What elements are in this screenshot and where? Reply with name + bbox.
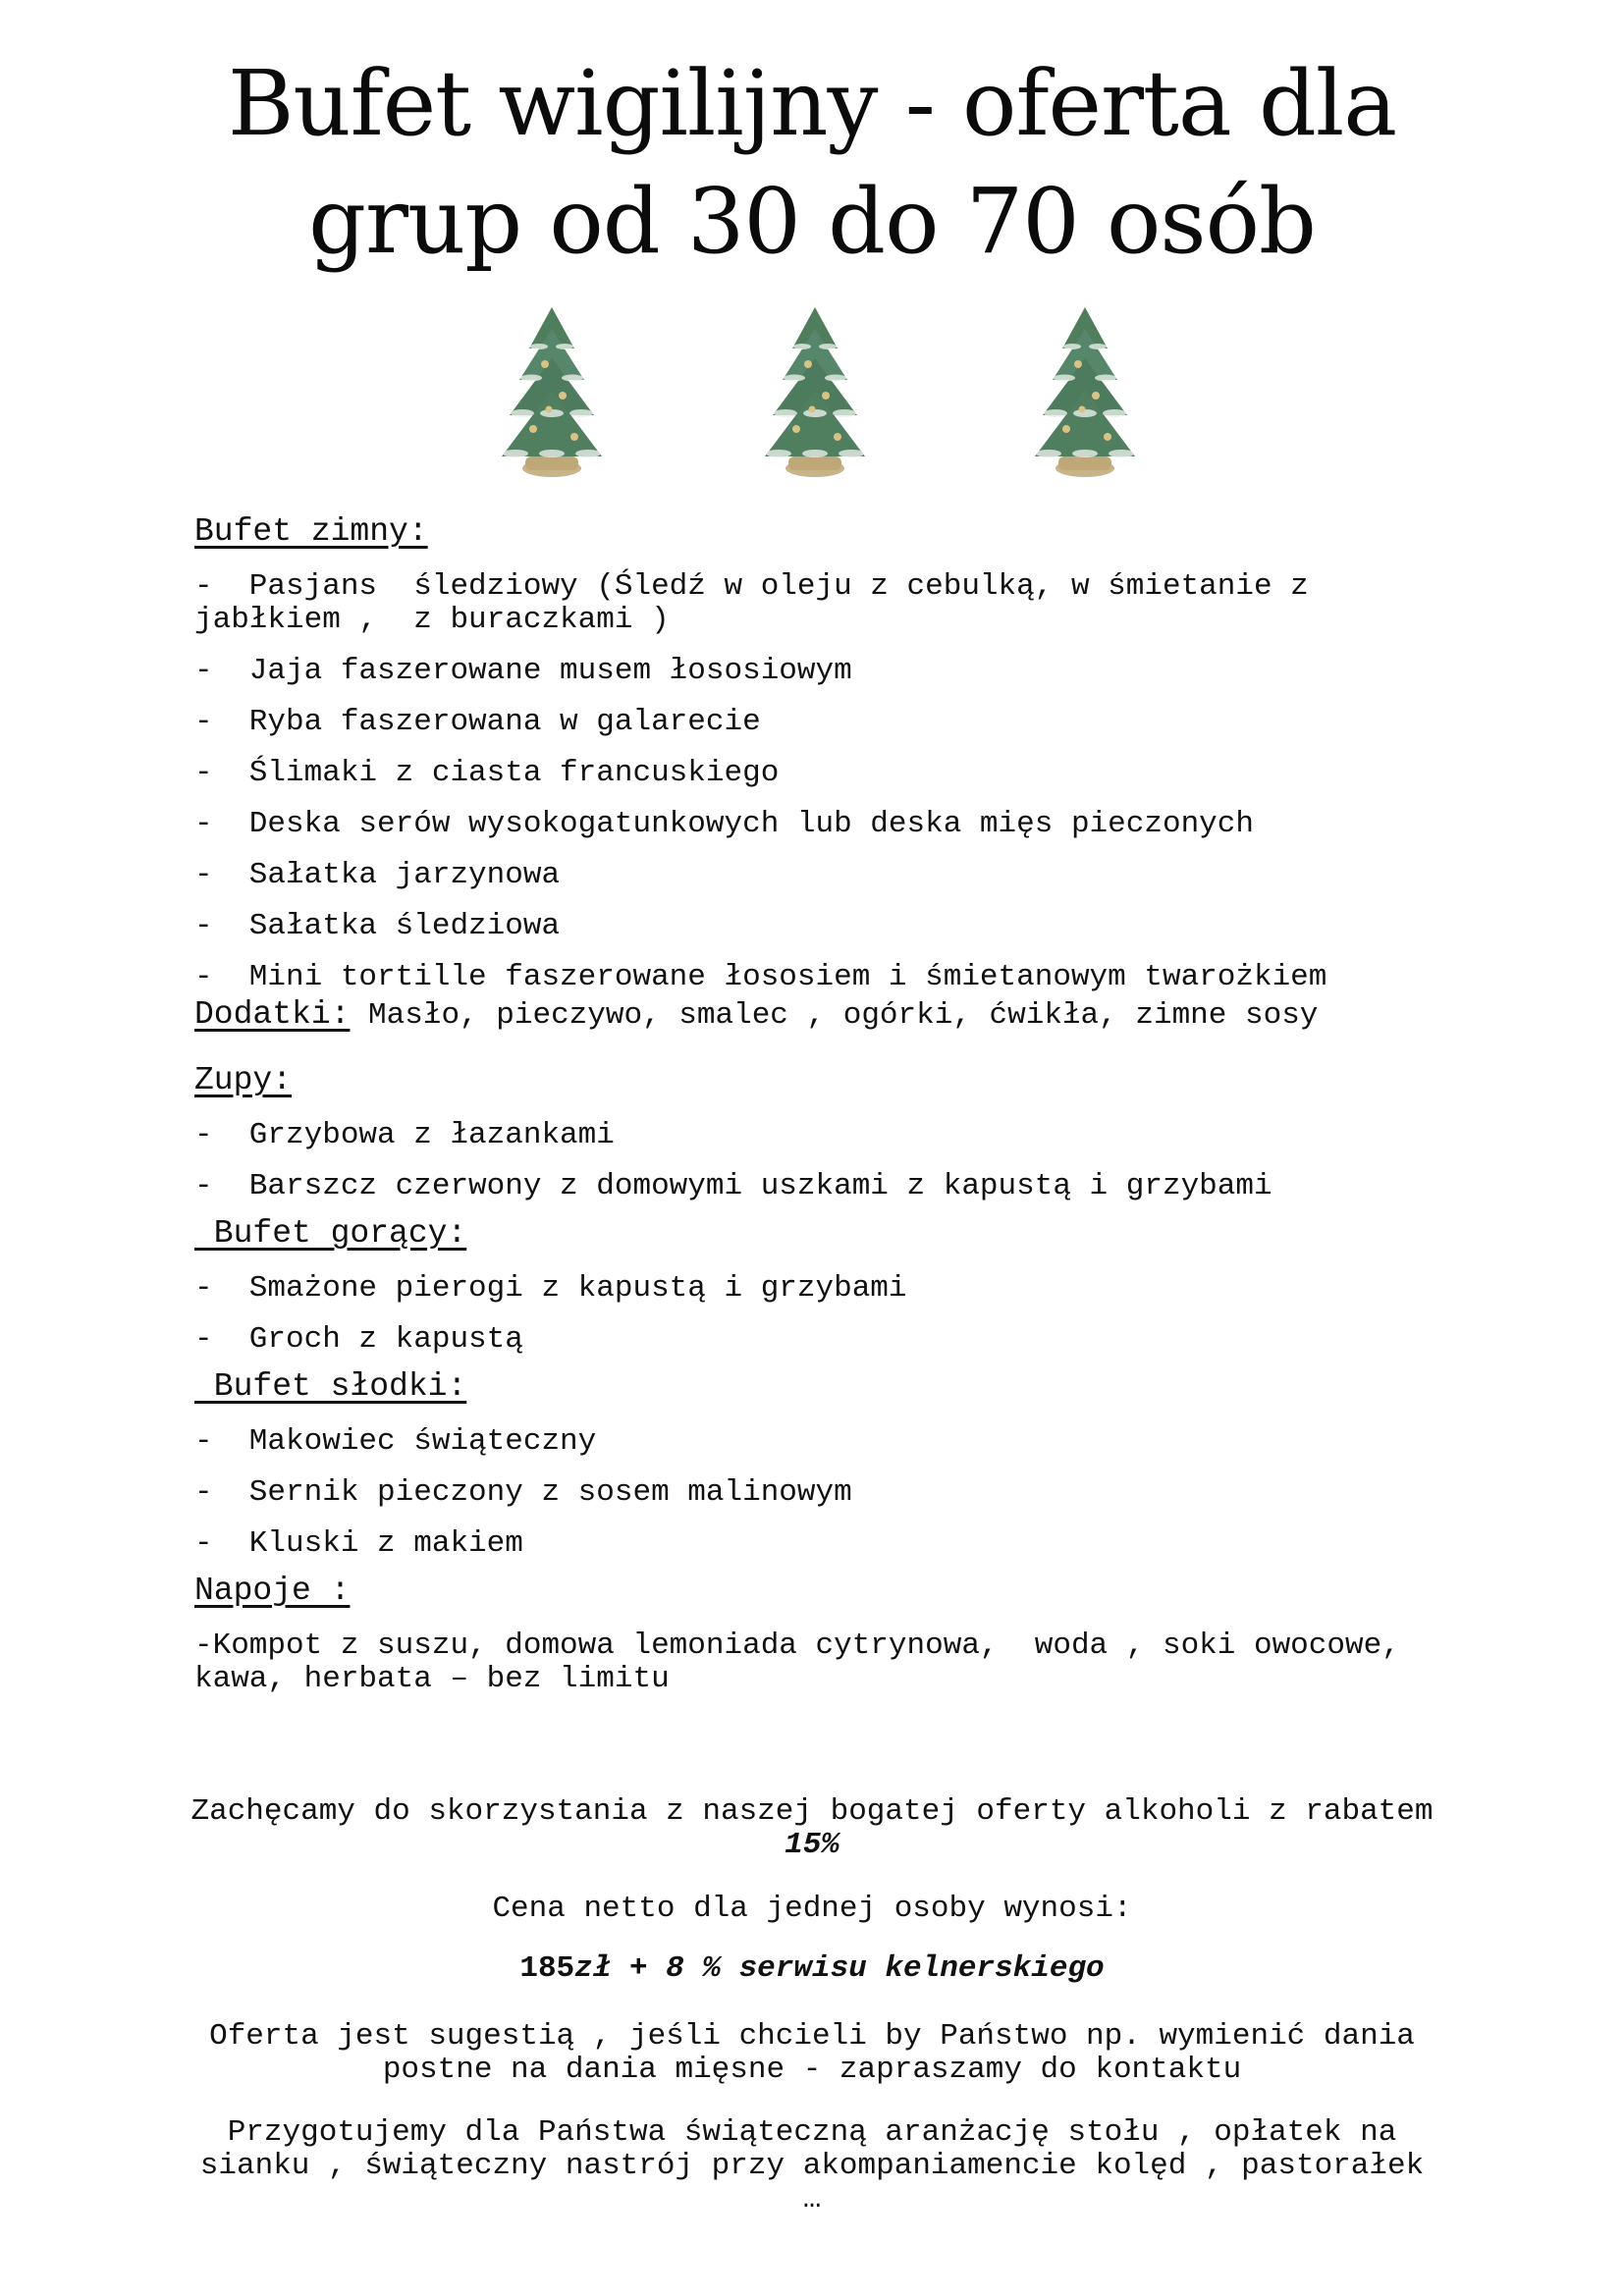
page-title	[0, 45, 1624, 281]
closing-note: Przygotujemy dla Państwa świąteczną aranżację stołu , opłatek na sianku , świąteczny nastrój przy akompaniamencie kolęd , pastorałek …	[199, 2115, 1425, 2216]
christmas-tree-icon	[1021, 299, 1149, 486]
alcohol-offer-text: Zachęcamy do skorzystania z naszej bogatej oferty alkoholi z rabatem	[190, 1794, 1434, 1829]
section-heading: Bufet słodki:	[194, 1368, 467, 1405]
list-item: - Sernik pieczony z sosem malinowym	[194, 1475, 852, 1510]
list-item: - Makowiec świąteczny	[194, 1424, 597, 1459]
section-sweet-buffet	[194, 1368, 1471, 1561]
list-item: - Deska serów wysokogatunkowych lub deska mięs pieczonych	[194, 807, 1254, 841]
section-heading: Bufet zimny:	[194, 513, 428, 550]
extras-text: Masło, pieczywo, smalec , ogórki, ćwikła, zimne sosy	[350, 998, 1319, 1033]
alcohol-discount: 15%	[785, 1828, 839, 1862]
list-item: - Barszcz czerwony z domowymi uszkami z kapustą i grzybami	[194, 1169, 1272, 1203]
alcohol-offer	[147, 1795, 1477, 1862]
section-heading: Zupy:	[194, 1062, 293, 1098]
list-item: - Smażone pierogi z kapustą i grzybami	[194, 1271, 907, 1306]
list-item: - Sałatka śledziowa	[194, 909, 561, 943]
tree-decoration	[0, 299, 1624, 486]
price-rest: zł + 8 % serwisu kelnerskiego	[574, 1951, 1105, 1986]
list-item: - Sałatka jarzynowa	[194, 858, 561, 892]
list-item: - Groch z kapustą	[194, 1322, 523, 1357]
section-drinks	[194, 1573, 1471, 1696]
title-line-1: Bufet wigilijny - oferta dla	[227, 51, 1397, 156]
section-heading: Napoje :	[194, 1573, 351, 1609]
price-amount: 185	[519, 1951, 575, 1986]
section-extras	[194, 996, 1471, 1035]
list-item: - Ślimaki z ciasta francuskiego	[194, 756, 780, 790]
christmas-tree-icon	[751, 299, 879, 486]
list-item: - Mini tortille faszerowane łososiem i śmietanowym twarożkiem	[194, 960, 1327, 994]
suggestion-note: Oferta jest sugestią , jeśli chcieli by Państwo np. wymienić dania postne na dania mięsne - zapraszamy do kontaktu	[209, 2019, 1415, 2087]
christmas-tree-icon	[488, 299, 616, 486]
price-value	[147, 1952, 1477, 1986]
list-item: - Kluski z makiem	[194, 1526, 523, 1561]
section-heading: Bufet gorący:	[194, 1215, 467, 1252]
title-line-2: grup od 30 do 70 osób	[308, 169, 1316, 274]
price-label: Cena netto dla jednej osoby wynosi:	[492, 1892, 1132, 1926]
list-item: - Pasjans śledziowy (Śledź w oleju z cebulką, w śmietanie z jabłkiem , z buraczkami )	[194, 569, 1327, 637]
list-item: - Jaja faszerowane musem łososiowym	[194, 654, 852, 688]
drinks-text: -Kompot z suszu, domowa lemoniada cytrynowa, woda , soki owocowe, kawa, herbata – bez limitu	[194, 1629, 1419, 1696]
section-cold-buffet	[194, 513, 1471, 994]
section-heading: Dodatki:	[194, 996, 351, 1033]
list-item: - Grzybowa z łazankami	[194, 1118, 615, 1152]
list-item: - Ryba faszerowana w galarecie	[194, 705, 761, 739]
section-soups	[194, 1062, 1471, 1203]
section-hot-buffet	[194, 1215, 1471, 1357]
menu-content	[194, 513, 1471, 1714]
